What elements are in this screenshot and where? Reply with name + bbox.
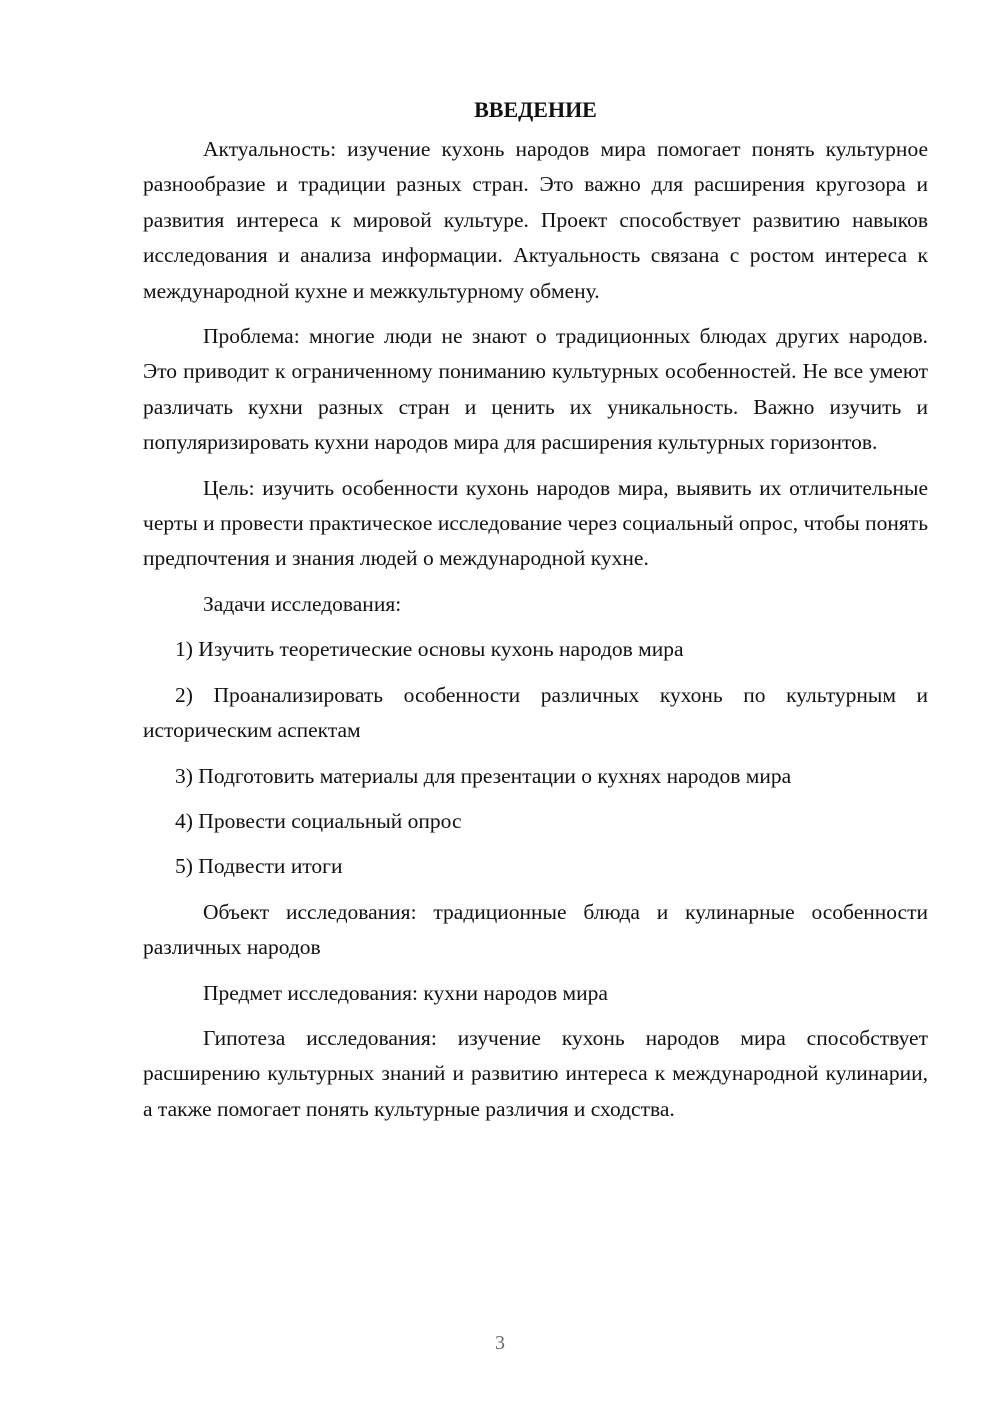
problem-paragraph: Проблема: многие люди не знают о традиционных блюдах других народов. Это приводит к ограниченному пониманию культурных особенностей. Не все умеют различать кухни разных стран и ценить их уникальность. Важно изучить и популяризировать кухни народов мира для расширения культурных горизонтов. [143,324,928,455]
task-number: 3) [175,763,193,788]
tasks-heading: Задачи исследования: [203,591,402,616]
hypothesis-paragraph: Гипотеза исследования: изучение кухонь народов мира способствует расширению культурных знаний и развитию интереса к международной кулинарии, а также помогает понять культурные различия и сходства. [143,1025,928,1121]
document-page [143,92,928,1137]
task-text: Провести социальный опрос [198,808,462,833]
task-text: Проанализировать особенности различных кухонь по культурным и историческим аспектам [143,682,929,743]
task-number: 1) [175,637,193,662]
task-item-1 [143,632,928,667]
task-text: Изучить теоретические основы кухонь народов мира [198,637,684,662]
goal-paragraph: Цель: изучить особенности кухонь народов мира, выявить их отличительные черты и провести практическое исследование через социальный опрос, чтобы понять предпочтения и знания людей о международной кухне. [143,475,928,571]
task-item-3 [143,759,928,794]
relevance-paragraph: Актуальность: изучение кухонь народов мира помогает понять культурное разнообразие и традиции разных стран. Это важно для расширения кругозора и развития интереса к мировой культуре. Проект способствует развитию навыков исследования и анализа информации. Актуальность связана с ростом интереса к международной кухне и межкультурному обмену. [143,137,928,303]
task-number: 2) [175,682,193,707]
task-item-4 [143,804,928,839]
task-text: Подвести итоги [198,854,343,879]
object-paragraph: Объект исследования: традиционные блюда и кулинарные особенности различных народов [143,899,928,960]
task-item-2 [143,678,928,749]
subject-paragraph: Предмет исследования: кухни народов мира [203,980,608,1005]
task-text: Подготовить материалы для презентации о кухнях народов мира [198,763,792,788]
task-number: 5) [175,854,193,879]
task-number: 4) [175,808,193,833]
page-number: 3 [495,1332,505,1354]
task-item-5 [143,849,928,884]
section-title: ВВЕДЕНИЕ [474,97,597,122]
